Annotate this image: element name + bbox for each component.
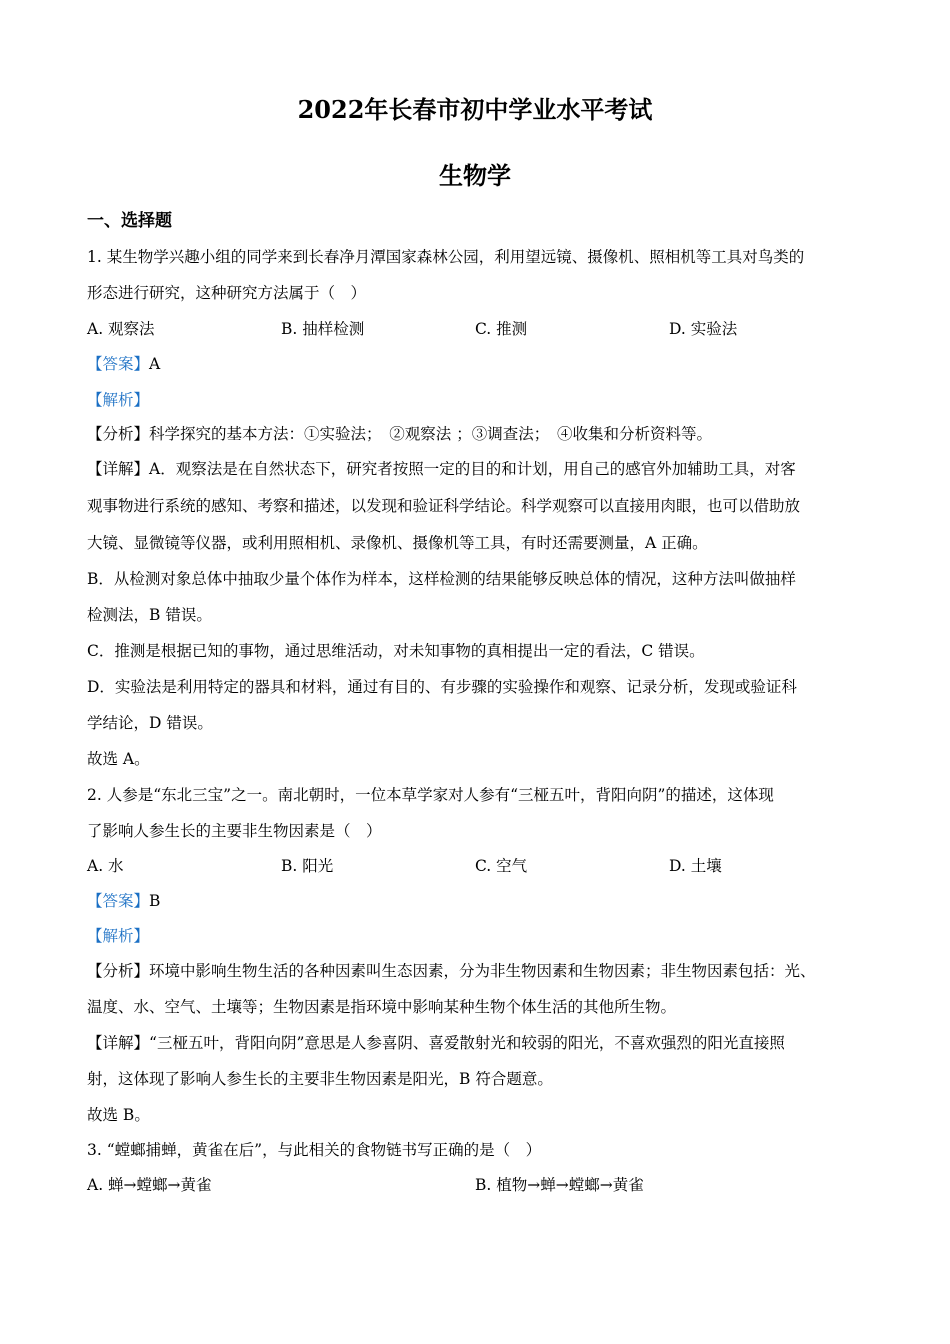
q3-option-a: A. 蝉→螳螂→黄雀 [87, 1176, 212, 1194]
subject-title: 生物学 [439, 161, 511, 190]
q2-detail-line2: 射，这体现了影响人参生长的主要非生物因素是阳光，B 符合题意。 [87, 1070, 553, 1088]
answer-label: 【答案】 [87, 355, 150, 373]
exam-title: 2022年长春市初中学业水平考试 [297, 95, 653, 124]
q1-detail-line2: 观事物进行系统的感知、考察和描述，以发现和验证科学结论。科学观察可以直接用肉眼，也可以借助放 [87, 497, 801, 515]
answer-label: 【答案】 [87, 892, 150, 910]
section-heading: 一、选择题 [87, 211, 172, 231]
detail-label: 【详解】 [87, 1034, 150, 1052]
q1-option-a: A. 观察法 [87, 320, 155, 338]
q2-detail-line1 [87, 1033, 872, 1053]
q1-stem-line1: 1. 某生物学兴趣小组的同学来到长春净月潭国家森林公园，利用望远镜、摄像机、照相机等工具对鸟类的 [87, 248, 805, 266]
q2-fenxi-line1 [87, 961, 872, 981]
analysis-label: 【解析】 [87, 391, 150, 409]
q2-option-d: D. 土壤 [669, 857, 722, 875]
q3-stem-line1: 3. “螳螂捕蝉，黄雀在后”，与此相关的食物链书写正确的是（ ） [87, 1141, 542, 1159]
q1-option-b: B. 抽样检测 [281, 320, 365, 338]
q1-b-line1: B．从检测对象总体中抽取少量个体作为样本，这样检测的结果能够反映总体的情况，这种方法叫做抽样 [87, 570, 796, 588]
q1-b-line2: 检测法，B 错误。 [87, 606, 212, 624]
q2-conclusion: 故选 B。 [87, 1106, 150, 1124]
q2-answer-value: B [149, 892, 161, 910]
q1-option-c: C. 推测 [475, 320, 528, 338]
q1-stem-line2: 形态进行研究，这种研究方法属于（ ） [87, 284, 367, 302]
q1-detail-line3: 大镜、显微镜等仪器，或利用照相机、录像机、摄像机等工具，有时还需要测量，A 正确。 [87, 534, 708, 552]
q2-fenxi-line2: 温度、水、空气、土壤等；生物因素是指环境中影响某种生物个体生活的其他所生物。 [87, 998, 677, 1016]
q2-stem-line1: 2. 人参是“东北三宝”之一。南北朝时，一位本草学家对人参有“三桠五叶，背阳向阴”的描述，这体现 [87, 786, 774, 804]
analysis-label: 【解析】 [87, 927, 150, 945]
q1-option-d: D. 实验法 [669, 320, 738, 338]
q2-option-c: C. 空气 [475, 857, 528, 875]
fenxi-label: 【分析】 [87, 425, 150, 443]
q2-option-b: B. 阳光 [281, 857, 334, 875]
q1-answer-value: A [149, 355, 161, 373]
q1-d-line1: D．实验法是利用特定的器具和材料，通过有目的、有步骤的实验操作和观察、记录分析，发现或验证科 [87, 678, 797, 696]
q1-fenxi-text: 科学探究的基本方法：①实验法； ②观察法 ；③调查法； ④收集和分析资料等。 [149, 425, 712, 443]
q1-fenxi [87, 424, 872, 444]
q1-detail-line1 [87, 459, 872, 479]
q1-detail-text1: A．观察法是在自然状态下，研究者按照一定的目的和计划，用自己的感官外加辅助工具，对客 [149, 460, 796, 478]
q2-detail-text1: “三桠五叶，背阳向阴”意思是人参喜阴、喜爱散射光和较弱的阳光，不喜欢强烈的阳光直接照 [149, 1034, 785, 1052]
q1-c-line1: C．推测是根据已知的事物，通过思维活动，对未知事物的真相提出一定的看法，C 错误。 [87, 642, 705, 660]
q2-analysis [87, 926, 872, 946]
q2-stem-line2: 了影响人参生长的主要非生物因素是（ ） [87, 822, 382, 840]
q1-analysis [87, 390, 872, 410]
fenxi-label: 【分析】 [87, 962, 150, 980]
q1-d-line2: 学结论，D 错误。 [87, 714, 213, 732]
q2-option-a: A. 水 [87, 857, 124, 875]
q3-option-b: B. 植物→蝉→螳螂→黄雀 [475, 1176, 644, 1194]
q1-conclusion: 故选 A。 [87, 750, 150, 768]
q2-answer [87, 891, 872, 911]
detail-label: 【详解】 [87, 460, 150, 478]
q2-fenxi-text1: 环境中影响生物生活的各种因素叫生态因素，分为非生物因素和生物因素；非生物因素包括：光、 [149, 962, 816, 980]
q1-answer [87, 354, 872, 374]
